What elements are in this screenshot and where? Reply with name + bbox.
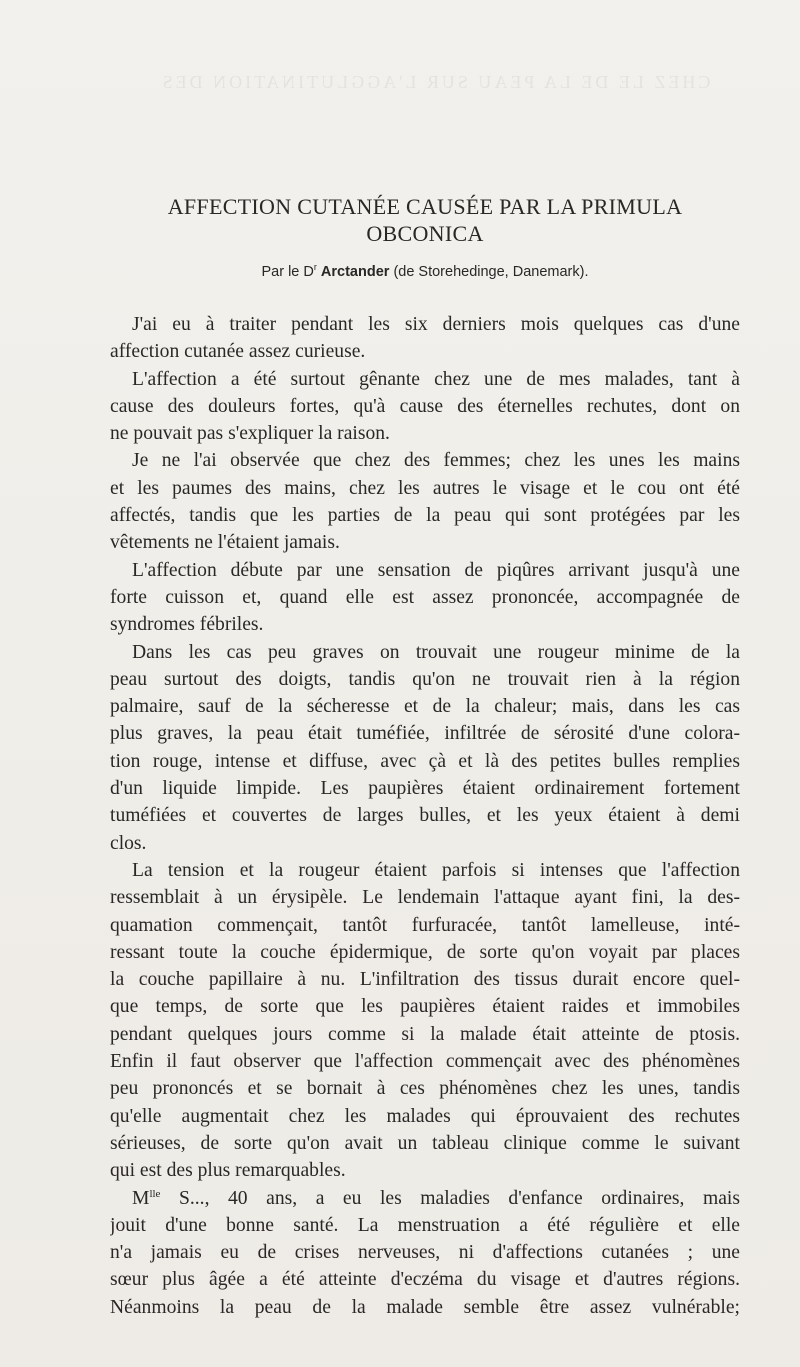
text-line: Dans les cas peu graves on trouvait une rougeur minime de la <box>132 641 740 663</box>
text-line: quamation commençait, tantôt furfuracée, tantôt lamelleuse, inté- <box>110 914 740 936</box>
text-line: n'a jamais eu de crises nerveuses, ni d'affections cutanées ; une <box>110 1242 740 1264</box>
text-line: palmaire, sauf de la sécheresse et de la chaleur; mais, dans les cas <box>110 696 740 718</box>
text-line: tion rouge, intense et diffuse, avec çà et là des petites bulles remplies <box>110 750 740 772</box>
byline-dr-sup: r <box>313 262 317 272</box>
text-line: sérieuses, de sorte qu'on avait un tableau clinique comme le suivant <box>110 1132 740 1154</box>
article-title <box>110 193 740 247</box>
text-line: L'affection a été surtout gênante chez une de mes malades, tant à <box>132 368 740 390</box>
byline-suffix: (de Storehedinge, Danemark). <box>393 263 589 280</box>
text-line: La tension et la rougeur étaient parfois si intenses que l'affection <box>132 859 740 881</box>
text-line: forte cuisson et, quand elle est assez prononcée, accompagnée de <box>110 586 740 608</box>
text-line: pendant quelques jours comme si la malade était atteinte de ptosis. <box>110 1023 740 1045</box>
text-line: J'ai eu à traiter pendant les six derniers mois quelques cas d'une <box>132 314 740 335</box>
text-line: Néanmoins la peau de la malade semble être assez vulnérable; <box>110 1296 740 1318</box>
text-line: vêtements ne l'étaient jamais. <box>110 532 340 554</box>
bleed-through-header: CHEZ LE DE LA PEAU SUR L'AGGLUTINATION DES <box>159 72 711 92</box>
title-line-1: AFFECTION CUTANÉE CAUSÉE PAR LA PRIMULA <box>167 194 683 219</box>
text-line-mlle <box>110 1185 740 1212</box>
text-line: plus graves, la peau était tuméfiée, infiltrée de sérosité d'une colora- <box>110 723 740 745</box>
text-line: peau surtout des doigts, tandis qu'on ne trouvait rien à la région <box>110 668 740 690</box>
text-line: ne pouvait pas s'expliquer la raison. <box>110 423 390 445</box>
byline <box>110 262 740 280</box>
mlle-rest: S..., 40 ans, a eu les maladies d'enfance ordinaires, mais <box>160 1187 740 1209</box>
text-line: et les paumes des mains, chez les autres le visage et le cou ont été <box>110 477 740 499</box>
title-line-2: OBCONICA <box>366 221 484 246</box>
text-line: syndromes fébriles. <box>110 614 264 636</box>
text-line: L'affection débute par une sensation de piqûres arrivant jusqu'à une <box>132 559 740 581</box>
author-name: Arctander <box>320 263 390 280</box>
text-line: cause des douleurs fortes, qu'à cause des éternelles rechutes, dont on <box>110 395 740 417</box>
article-body <box>110 311 740 1321</box>
text-line: qu'elle augmentait chez les malades qui éprouvaient des rechutes <box>110 1105 740 1127</box>
text-line: tuméfiées et couvertes de larges bulles, et les yeux étaient à demi <box>110 805 740 827</box>
text-line: qui est des plus remarquables. <box>110 1160 346 1182</box>
text-line: sœur plus âgée a été atteinte d'eczéma du visage et d'autres régions. <box>110 1269 740 1291</box>
text-line: Enfin il faut observer que l'affection commençait avec des phénomènes <box>110 1051 740 1073</box>
text-line: d'un liquide limpide. Les paupières étaient ordinairement fortement <box>110 778 740 800</box>
mlle-m: M <box>132 1187 150 1209</box>
text-line: clos. <box>110 832 147 854</box>
text-line: peu prononcés et se bornait à ces phénomènes chez les unes, tandis <box>110 1078 740 1100</box>
mlle-sup: lle <box>149 1187 161 1200</box>
text-line: que temps, de sorte que les paupières étaient raides et immobiles <box>110 996 740 1018</box>
text-line: affectés, tandis que les parties de la peau qui sont protégées par les <box>110 505 740 527</box>
text-line: la couche papillaire à nu. L'infiltration des tissus durait encore quel- <box>110 969 740 991</box>
text-line: Je ne l'ai observée que chez des femmes; chez les unes les mains <box>132 450 740 472</box>
text-line: ressant toute la couche épidermique, de sorte qu'on voyait par places <box>110 941 740 963</box>
byline-prefix: Par le D <box>261 263 314 280</box>
text-line: affection cutanée assez curieuse. <box>110 341 366 363</box>
text-line: ressemblait à un érysipèle. Le lendemain l'attaque ayant fini, la des- <box>110 887 740 909</box>
text-line: jouit d'une bonne santé. La menstruation a été régulière et elle <box>110 1214 740 1236</box>
